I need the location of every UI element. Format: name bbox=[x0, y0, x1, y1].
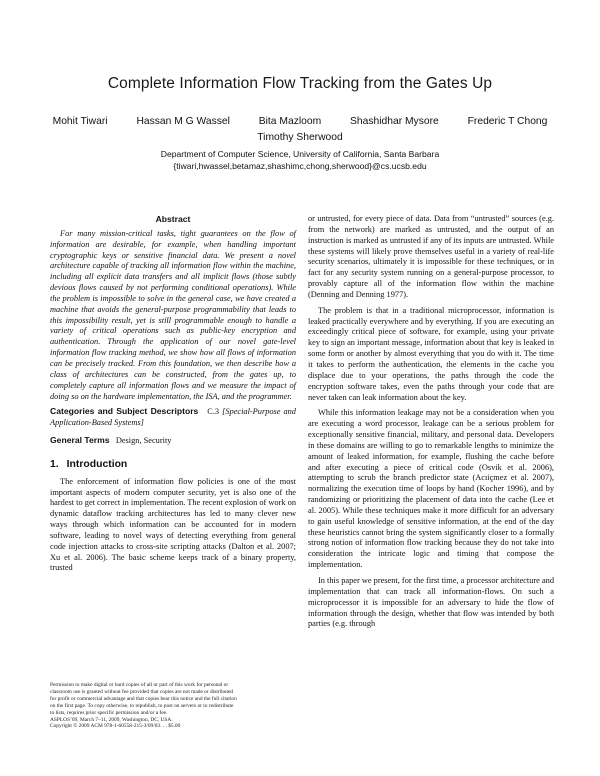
author-list bbox=[0, 114, 600, 146]
paper-title: Complete Information Flow Tracking from the Gates Up bbox=[107, 75, 493, 92]
intro-paragraph: or untrusted, for every piece of data. Data from “untrusted” sources (e.g. from the network) are marked as untrusted, and the output of an instruction is marked as untrusted if any of its inputs are untrusted. While these systems will likely prove themselves useful in a variety of real-life security scenarios, ultimately it is impossible for these techniques, or in fact for any security system running on a general-purpose processor, to provably capture all of the information flow within the machine (Denning and Denning 1977). bbox=[308, 214, 554, 299]
general-terms-text: Design, Security bbox=[115, 436, 172, 446]
author-name: Timothy Sherwood bbox=[257, 132, 343, 143]
author-name: Frederic T Chong bbox=[467, 116, 548, 127]
author-name: Hassan M G Wassel bbox=[136, 116, 230, 127]
footnote-line: for profit or commercial advantage and that copies bear this notice and the full citation bbox=[50, 695, 237, 702]
author-name: Bita Mazloom bbox=[258, 116, 322, 127]
general-terms-label: General Terms bbox=[50, 435, 110, 446]
affiliation-block bbox=[0, 148, 600, 172]
general-terms bbox=[50, 435, 296, 447]
categories-label: Categories and Subject Descriptors bbox=[50, 406, 199, 417]
author-name: Mohit Tiwari bbox=[52, 116, 108, 127]
footnote-line: to lists, requires prior specific permission and/or a fee. bbox=[50, 709, 168, 716]
categories-text: [Special-Purpose and Application-Based Systems] bbox=[50, 407, 296, 428]
copyright-footnote bbox=[50, 682, 296, 730]
section-heading bbox=[50, 460, 296, 471]
footnote-line: ASPLOS’09, March 7–11, 2009, Washington, DC, USA. bbox=[50, 716, 173, 723]
left-column bbox=[50, 214, 296, 574]
categories-code: C.3 bbox=[207, 407, 220, 417]
author-emails: {tiwari,hwassel,betamaz,shashimc,chong,sherwood}@cs.ucsb.edu bbox=[173, 161, 427, 171]
categories-descriptors bbox=[50, 406, 296, 429]
right-column bbox=[308, 214, 554, 630]
intro-paragraph: While this information leakage may not be a consideration when you are executing a word processor, leakage can be a serious problem for exceptionally sensitive financial, military, and personal data. Developers in these domains are willing to go to remarkable lengths to minimize the amount of leaked information, for example, flushing the cache before and after executing a piece of critical code (Osvik et al. 2006), attempting to scrub the branch predictor state (Acıiçmez et al. 2007), normalizing the execution time of loops by hand (Kocher 1996), and by randomizing or prioritizing the placement of data into the cache (Lee et al. 2005). While these techniques make it more difficult for an adversary to gain useful knowledge of sensitive information, at the end of the day these heuristics cannot bring the system significantly closer to a formally strong notion of information flow tracking because they do not take into consideration the intricate logic and timing that compose the implementation. bbox=[308, 408, 554, 570]
footnote-line: Copyright © 2009 ACM 978-1-60558-215-3/09/03. . . $5.00 bbox=[50, 723, 181, 730]
intro-paragraph: In this paper we present, for the first time, a processor architecture and implementation that can track all information-flows. On such a microprocessor it is impossible for an adversary to hide the flow of information through the design, whether that flow was intended by both parties (e.g. through bbox=[308, 576, 554, 629]
author-name: Shashidhar Mysore bbox=[350, 116, 439, 127]
footnote-line: Permission to make digital or hard copies of all or part of this work for personal or bbox=[50, 682, 229, 688]
section-number: 1. bbox=[50, 458, 59, 470]
section-title: Introduction bbox=[66, 458, 128, 470]
abstract-text: For many mission-critical tasks, tight guarantees on the flow of information are desirable, for example, when handling important cryptographic keys or sensitive financial data. We present a novel architecture capable of tracking all information flow within the machine, including all explicit data transfers and all implicit flows (those subtly devious flows caused by not performing conditional operations). While the problem is impossible to solve in the general case, we have created a machine that avoids the general-purpose programmability that leads to this impossibility result, yet is still programmable enough to handle a variety of critical operations such as public-key encryption and authentication. Through the application of our novel gate-level information flow tracking method, we show how all flows of information can be precisely tracked. From this foundation, we then describe how a class of architectures can be constructed, from the gates up, to completely capture all information flows and we measure the impact of doing so on the hardware implementation, the ISA, and the programmer. bbox=[50, 228, 296, 401]
intro-paragraph: The enforcement of information flow policies is one of the most important aspects of modern computer security, yet is also one of the hardest to get correct in implementation. The recent explosion of work on dynamic dataflow tracking architectures has led to many clever new ways through which information can be accounted for in modern software, leading to novel ways of detecting everything from general code injection attacks to cross-site scripting attacks (Dalton et al. 2007; Xu et al. 2006). The basic scheme keeps track of a binary property, trusted bbox=[50, 476, 296, 573]
affiliation: Department of Computer Science, University of California, Santa Barbara bbox=[160, 149, 440, 159]
footnote-line: on the first page. To copy otherwise, to republish, to post on servers or to redistribute bbox=[50, 702, 234, 709]
footnote-line: classroom use is granted without fee provided that copies are not made or distributed bbox=[50, 688, 234, 695]
author-row bbox=[0, 114, 600, 130]
abstract-heading: Abstract bbox=[155, 214, 191, 224]
intro-paragraph: The problem is that in a traditional microprocessor, information is leaked practically everywhere and by everything. If you are executing an exceedingly critical piece of software, for example, using your private key to sign an important message, information about that key is leaked in some form or another by almost everything that you do with it. The time it takes to perform the authentication, the elements in the cache you displace due to your operations, the paths through the code the encryption software takes, even the paths through your code that are never taken can leak information about the key. bbox=[308, 305, 554, 402]
